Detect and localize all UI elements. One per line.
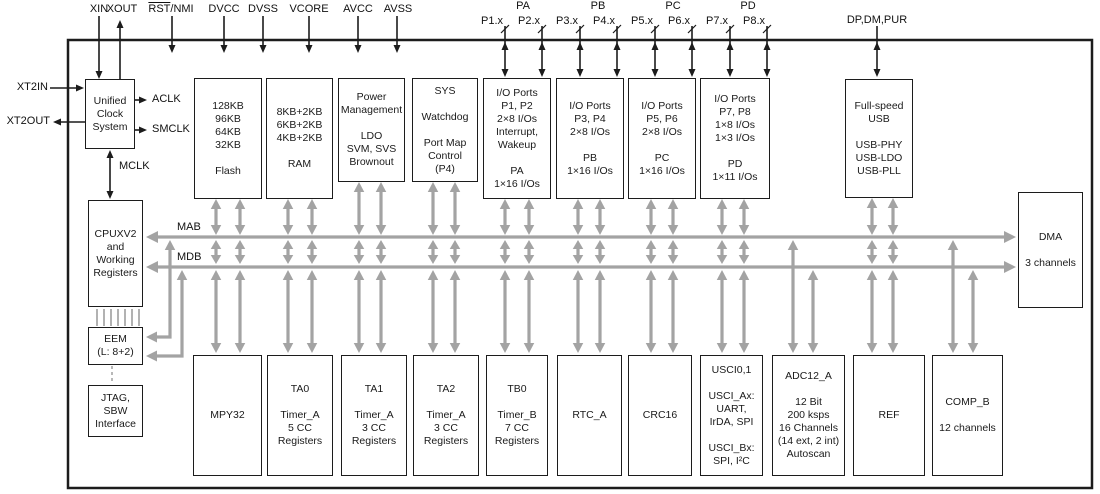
- block-text: DMA: [1038, 230, 1063, 243]
- block-text: I/O Ports: [641, 99, 683, 112]
- block-text: SPI, I²C: [713, 454, 750, 467]
- block-text: TB0: [507, 383, 527, 395]
- block-ta0: [267, 355, 333, 476]
- block-text: 3 channels: [1025, 256, 1076, 269]
- block-text: 12 channels: [939, 422, 996, 434]
- block-text: CPUXV2: [94, 227, 137, 240]
- block-text: USCI_Ax:: [708, 389, 755, 402]
- block-text: Working: [96, 253, 135, 266]
- signal-label-mclk: MCLK: [119, 160, 150, 172]
- block-ram: [266, 78, 333, 199]
- block-text: USB-LDO: [855, 151, 903, 164]
- block-text: 1×16 I/Os: [494, 177, 540, 190]
- port-group-label-pd: PD: [740, 0, 756, 12]
- block-usci: [700, 355, 763, 476]
- block-text: 32KB: [215, 138, 241, 151]
- block-text: P5, P6: [646, 112, 678, 125]
- pin-label-xt2in: XT2IN: [16, 81, 48, 93]
- block-text: SYS: [434, 84, 456, 97]
- block-text: USB: [868, 112, 890, 125]
- block-dma: [1018, 192, 1083, 308]
- pin-label-avcc: AVCC: [343, 3, 373, 15]
- pin-label-p8x: P8.x: [742, 15, 765, 27]
- block-text: 1×16 I/Os: [567, 164, 613, 177]
- block-text: PA: [510, 164, 524, 177]
- block-text: Interface: [95, 417, 136, 430]
- block-text: EEM: [104, 333, 127, 345]
- block-text: USB-PLL: [857, 164, 901, 177]
- block-text: Registers: [277, 435, 323, 447]
- block-text: P1, P2: [501, 99, 533, 112]
- block-text: LDO: [360, 130, 383, 142]
- block-text: I/O Ports: [714, 93, 756, 105]
- block-text: Watchdog: [421, 110, 469, 123]
- pin-label-nmi-part: /NMI: [170, 3, 194, 15]
- block-text: UART,: [716, 402, 747, 415]
- block-text: IrDA, SPI: [709, 415, 754, 428]
- block-rtc: [557, 355, 622, 476]
- block-text: REF: [878, 409, 900, 421]
- block-text: Port Map: [423, 136, 467, 149]
- block-pc: [628, 78, 696, 199]
- block-text: COMP_B: [945, 396, 990, 408]
- block-text: 3 CC: [362, 422, 386, 434]
- block-text: PD: [727, 158, 743, 170]
- block-text: 6KB+2KB: [276, 119, 323, 131]
- block-text: Interrupt,: [495, 125, 539, 138]
- block-text: 200 ksps: [787, 409, 830, 421]
- port-group-label-pb: PB: [590, 0, 606, 12]
- block-text: Control: [428, 149, 462, 162]
- pin-label-dvcc: DVCC: [208, 3, 240, 15]
- pin-label-vcore: VCORE: [289, 3, 329, 15]
- block-pa: [483, 78, 551, 199]
- pin-label-xt2out: XT2OUT: [6, 115, 50, 127]
- block-text: 1×16 I/Os: [639, 164, 685, 177]
- block-mpy: [193, 355, 262, 476]
- block-pb: [556, 78, 624, 199]
- block-jtag: [88, 385, 143, 437]
- block-text: Timer_A: [280, 409, 320, 421]
- block-text: 2×8 I/Os: [642, 125, 682, 138]
- block-text: 128KB: [212, 99, 244, 112]
- block-text: P3, P4: [574, 112, 606, 125]
- block-text: (L: 8+2): [97, 346, 134, 358]
- pin-label-xout: XOUT: [106, 3, 138, 15]
- block-text: 3 CC: [434, 422, 458, 434]
- block-text: 8KB+2KB: [276, 106, 323, 118]
- block-comp: [932, 355, 1003, 476]
- block-text: Timer_B: [497, 409, 537, 421]
- block-text: TA1: [364, 383, 384, 395]
- block-text: Wakeup: [497, 138, 537, 151]
- block-flash: [194, 78, 262, 199]
- block-text: Autoscan: [786, 448, 831, 460]
- block-text: 7 CC: [505, 422, 529, 434]
- block-text: Brownout: [349, 156, 394, 168]
- block-text: USCI_Bx:: [708, 441, 755, 454]
- block-text: Full-speed: [854, 99, 904, 112]
- pin-label-rst-nmi: [148, 3, 193, 16]
- block-eem: [88, 327, 143, 365]
- block-text: I/O Ports: [496, 86, 538, 99]
- pin-label-avss: AVSS: [383, 3, 413, 15]
- block-text: (14 ext, 2 int): [777, 435, 840, 447]
- block-text: Registers: [93, 266, 138, 279]
- block-text: 2×8 I/Os: [497, 112, 537, 125]
- block-text: 1×3 I/Os: [715, 132, 755, 144]
- block-text: 5 CC: [288, 422, 312, 434]
- block-text: CRC16: [642, 409, 678, 421]
- block-text: Clock: [96, 107, 124, 120]
- pin-label-xin: XIN: [89, 3, 109, 15]
- block-text: Unified: [93, 94, 127, 107]
- block-text: RTC_A: [572, 409, 607, 421]
- pin-label-rst-overline: $\overline{RST}$: [148, 3, 171, 15]
- pin-label-p1x: P1.x: [480, 15, 503, 27]
- block-crc: [628, 355, 692, 476]
- bus-label-mab: MAB: [177, 221, 201, 233]
- block-text: I/O Ports: [569, 99, 611, 112]
- block-text: SVM, SVS: [346, 143, 397, 155]
- block-text: 4KB+2KB: [276, 132, 323, 144]
- bus-label-mdb: MDB: [177, 251, 202, 263]
- pin-label-p4x: P4.x: [592, 15, 615, 27]
- port-group-label-pa: PA: [516, 0, 530, 12]
- block-text: 96KB: [215, 112, 241, 125]
- block-text: (P4): [435, 162, 455, 175]
- block-text: and: [106, 240, 125, 253]
- pin-label-p5x: P5.x: [630, 15, 653, 27]
- block-text: Power: [356, 91, 387, 103]
- block-ucs: [85, 79, 135, 149]
- block-adc: [772, 355, 845, 476]
- block-tb0: [486, 355, 548, 476]
- block-pmm: [338, 78, 405, 182]
- block-text: Registers: [423, 435, 469, 447]
- block-usb: [845, 79, 913, 198]
- block-text: TA2: [436, 383, 456, 395]
- block-text: Timer_A: [426, 409, 466, 421]
- pin-label-p6x: P6.x: [667, 15, 690, 27]
- block-text: TA0: [290, 383, 310, 395]
- block-text: Registers: [494, 435, 540, 447]
- block-ref: [853, 355, 925, 476]
- block-text: 64KB: [215, 125, 241, 138]
- block-text: Registers: [351, 435, 397, 447]
- block-ta1: [341, 355, 407, 476]
- block-text: RAM: [287, 158, 312, 170]
- block-cpu: [88, 200, 143, 307]
- block-text: MPY32: [210, 409, 245, 421]
- block-text: System: [92, 120, 128, 133]
- block-text: PC: [654, 151, 670, 164]
- block-text: P7, P8: [719, 106, 751, 118]
- block-text: 12 Bit: [795, 396, 822, 408]
- block-ta2: [413, 355, 479, 476]
- block-text: Management: [340, 104, 403, 116]
- signal-label-aclk: ACLK: [152, 93, 181, 105]
- block-text: USCI0,1: [711, 363, 752, 376]
- block-text: USB-PHY: [855, 138, 903, 151]
- block-text: SBW: [103, 404, 128, 417]
- block-text: ADC12_A: [785, 370, 832, 382]
- port-group-label-pc: PC: [665, 0, 681, 12]
- pin-label-p3x: P3.x: [555, 15, 578, 27]
- block-text: JTAG,: [101, 391, 130, 404]
- block-text: 1×11 I/Os: [712, 171, 758, 183]
- block-text: 1×8 I/Os: [715, 119, 755, 131]
- pin-label-p7x: P7.x: [705, 15, 728, 27]
- pin-label-usb-pins: DP,DM,PUR: [846, 14, 908, 26]
- block-text: Flash: [215, 164, 241, 177]
- block-pd: [700, 78, 770, 199]
- block-text: 16 Channels: [779, 422, 838, 434]
- block-text: PB: [582, 151, 597, 164]
- block-text: 2×8 I/Os: [570, 125, 610, 138]
- pin-label-p2x: P2.x: [517, 15, 540, 27]
- signal-label-smclk: SMCLK: [152, 123, 190, 135]
- pin-label-dvss: DVSS: [248, 3, 278, 15]
- block-sys: [412, 78, 478, 182]
- block-text: Timer_A: [354, 409, 394, 421]
